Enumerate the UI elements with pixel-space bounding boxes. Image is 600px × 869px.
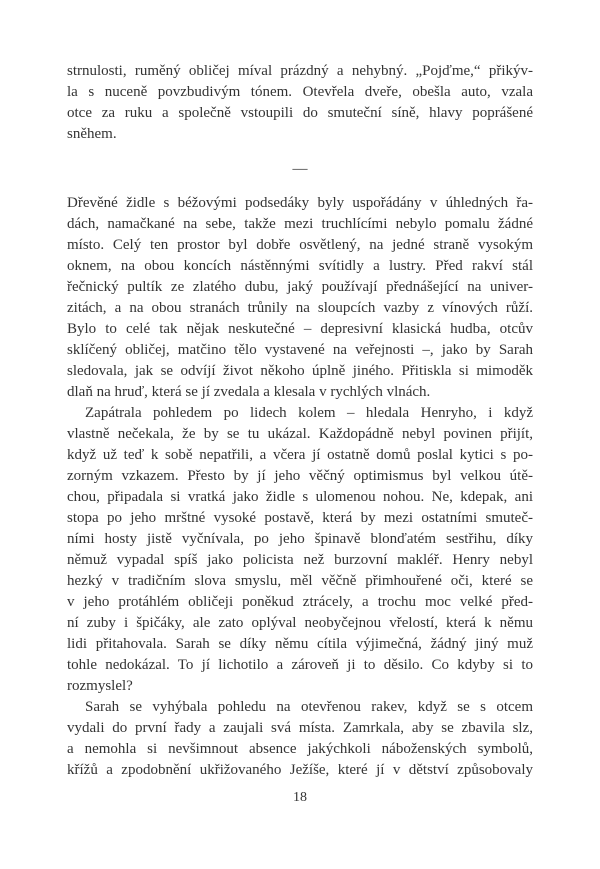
paragraph <box>67 61 533 145</box>
text-line: oknem, na obou koncích nástěnnými svítidly a lustry. Před rakví stál <box>67 258 533 274</box>
text-line: strnulosti, ruměný obličej míval prázdný a nehybný. „Pojďme,“ přikýv- <box>67 63 533 79</box>
text-line: rozmyslel? <box>67 678 133 694</box>
text-line: la s nuceně povzbudivým tónem. Otevřela dveře, obešla auto, vzala <box>67 84 533 100</box>
text-line: zorným vzkazem. Přesto by jí jeho věčný optimismus byl velkou útě- <box>67 468 533 484</box>
text-line: a nemohla si nevšimnout absence jakýchkoli náboženských symbolů, <box>67 741 533 757</box>
text-line: Zapátrala pohledem po lidech kolem – hledala Henryho, i když <box>85 405 533 421</box>
text-line: dách, namačkané na sebe, takže mezi truchlícími nebylo pomalu žádné <box>67 216 533 232</box>
text-line: dlaň na hruď, která se jí zvedala a klesala v rychlých vlnách. <box>67 384 431 400</box>
text-line: sledovala, jak se odvíjí život někoho úplně jiného. Přitiskla si mimoděk <box>67 363 533 379</box>
text-line: křížů a zpodobnění ukřižovaného Ježíše, které jí v dětství způsobovaly <box>67 762 533 778</box>
paragraph <box>67 697 533 781</box>
text-line: sněhem. <box>67 126 117 142</box>
text-line: v jeho protáhlém obličeji poněkud ztrácely, a trochu moc velké před- <box>67 594 533 610</box>
text-line: Bylo to celé tak nějak neskutečné – depresivní klasická hudba, otcův <box>67 321 533 337</box>
text-line: vydali do první řady a zaujali svá místa. Zamrkala, aby se zbavila slz, <box>67 720 533 736</box>
section-separator: — <box>292 161 308 177</box>
text-line: místo. Celý ten prostor byl dobře osvětlený, na jedné straně vysokým <box>67 237 533 253</box>
text-line: tohle nedokázal. To jí lichotilo a zároveň ji to děsilo. Co kdyby si to <box>67 657 533 673</box>
text-line: když už teď k sobě nepatřili, a včera jí ostatně domů poslal kytici s po- <box>67 447 533 463</box>
text-line: ními hosty jistě vyčnívala, po jeho špinavě blonďatém sestřihu, díky <box>67 531 533 547</box>
paragraph <box>67 193 533 403</box>
paragraph <box>67 403 533 697</box>
text-line: němuž vypadal spíš jako policista než burzovní makléř. Henry nebyl <box>67 552 533 568</box>
text-line: Sarah se vyhýbala pohledu na otevřenou rakev, když se s otcem <box>85 699 533 715</box>
text-line: sklíčený obličej, matčino tělo vystavené na veřejnosti –, jako by Sarah <box>67 342 533 358</box>
text-line: Dřevěné židle s béžovými podsedáky byly uspořádány v úhledných řa- <box>67 195 533 211</box>
text-line: stopa po jeho mrštné vysoké postavě, která by mezi ostatními smuteč- <box>67 510 533 526</box>
text-line: hezký v tradičním slova smyslu, měl věčně přimhouřené oči, které se <box>67 573 533 589</box>
text-line: lidi přitahovala. Sarah se díky němu cítila výjimečná, žádný jiný muž <box>67 636 533 652</box>
page-text <box>67 61 533 781</box>
text-line: řečnický pultík ze zlatého dubu, jaký používají přednášející na univer- <box>67 279 533 295</box>
text-line: ní zuby i špičáky, ale zato oplýval neobyčejnou vřelostí, která k němu <box>67 615 533 631</box>
text-line: vlastně nečekala, že by se tu ukázal. Každopádně nebyl povinen přijít, <box>67 426 533 442</box>
page-number: 18 <box>293 790 307 805</box>
text-line: otce za ruku a společně vstoupili do smuteční síně, hlavy poprášené <box>67 105 533 121</box>
text-line: zitách, a na obou stranách trůnily na sloupcích vazby z vínových růží. <box>67 300 533 316</box>
text-line: chou, připadala si vratká jako židle s ulomenou nohou. Ne, kdepak, ani <box>67 489 533 505</box>
